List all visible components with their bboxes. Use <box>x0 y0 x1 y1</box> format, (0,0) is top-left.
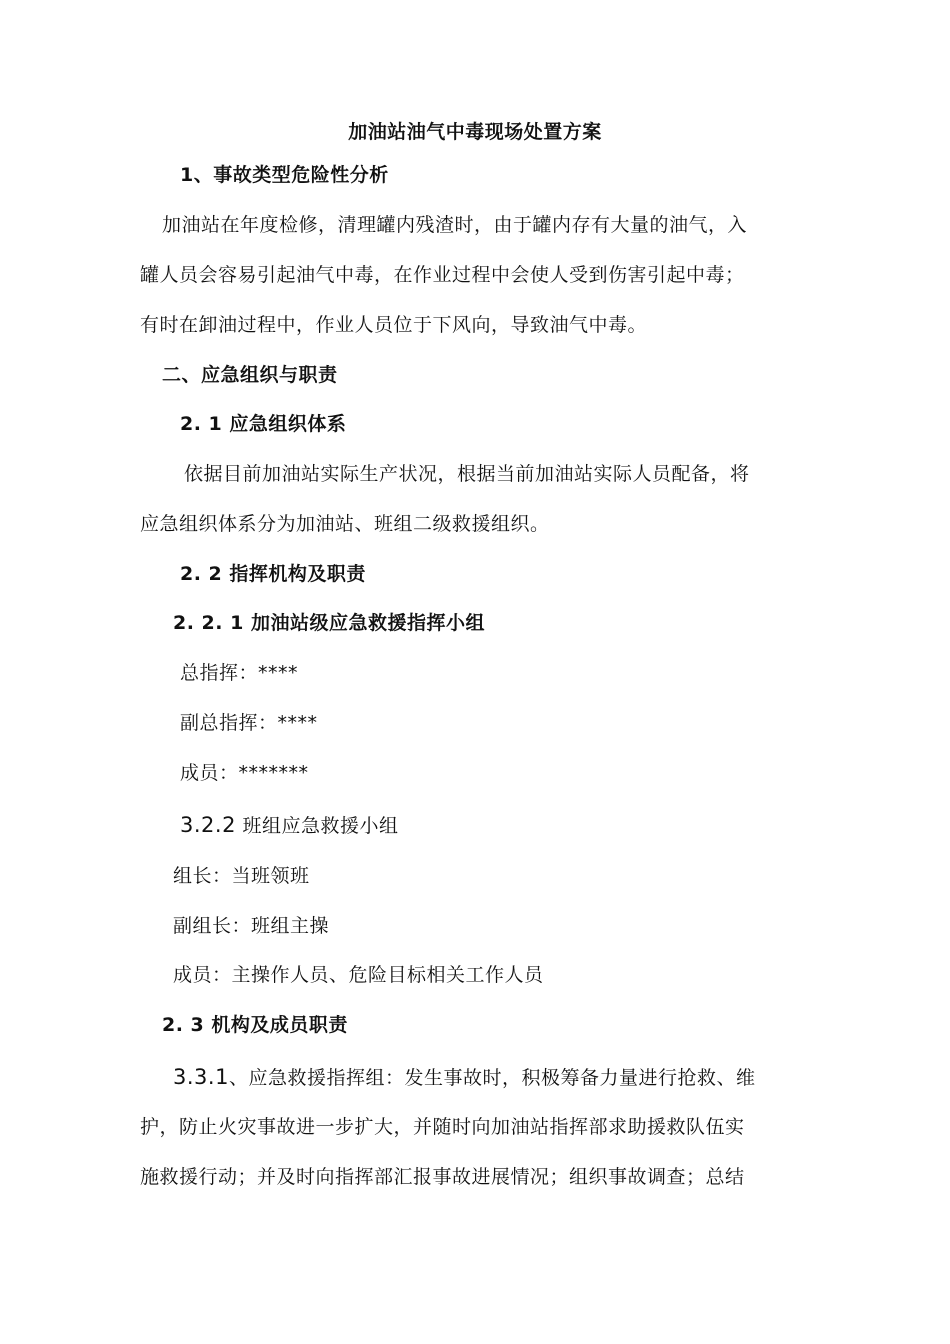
section-2-2-heading: 2. 2 指挥机构及职责 <box>180 563 366 585</box>
team-members-item: 成员：主操作人员、危险目标相关工作人员 <box>173 964 544 986</box>
deputy-team-leader-item: 副组长：班组主操 <box>173 915 330 937</box>
section-1-paragraph-line-2: 罐人员会容易引起油气中毒，在作业过程中会使人受到伤害引起中毒； <box>140 264 745 286</box>
section-2-2-1-heading: 2. 2. 1 加油站级应急救援指挥小组 <box>173 612 485 634</box>
section-3-2-2-text: 班组应急救援小组 <box>242 815 399 837</box>
section-3-3-1-number: 3.3.1 <box>173 1065 229 1089</box>
section-3-2-2-number: 3.2.2 <box>180 813 236 837</box>
section-3-3-1-line-1-text: 、应急救援指挥组：发生事故时，积极筹备力量进行抢救、维 <box>228 1067 756 1089</box>
document-title: 加油站油气中毒现场处置方案 <box>348 121 602 143</box>
section-2-heading: 二、应急组织与职责 <box>162 364 338 386</box>
team-leader-item: 组长：当班领班 <box>173 865 310 887</box>
section-2-1-paragraph-line-2: 应急组织体系分为加油站、班组二级救援组织。 <box>140 513 550 535</box>
section-1-paragraph-line-1: 加油站在年度检修，清理罐内残渣时，由于罐内存有大量的油气，入 <box>162 214 748 236</box>
section-3-3-1-line-1 <box>173 1064 755 1091</box>
section-3-2-2-heading <box>180 812 399 839</box>
deputy-commander-item: 副总指挥：**** <box>180 712 318 734</box>
section-2-1-paragraph-line-1: 依据目前加油站实际生产状况，根据当前加油站实际人员配备，将 <box>184 463 750 485</box>
section-2-1-heading: 2. 1 应急组织体系 <box>180 413 347 435</box>
section-1-paragraph-line-3: 有时在卸油过程中，作业人员位于下风向，导致油气中毒。 <box>140 314 648 336</box>
commander-item: 总指挥：**** <box>180 662 299 684</box>
section-2-3-heading: 2. 3 机构及成员职责 <box>162 1014 348 1036</box>
members-item: 成员：******* <box>180 762 309 784</box>
section-3-3-1-line-3: 施救援行动；并及时向指挥部汇报事故进展情况；组织事故调查；总结 <box>140 1166 745 1188</box>
section-3-3-1-line-2: 护，防止火灾事故进一步扩大，并随时向加油站指挥部求助援救队伍实 <box>140 1116 745 1138</box>
section-1-heading: 1、事故类型危险性分析 <box>180 164 389 186</box>
